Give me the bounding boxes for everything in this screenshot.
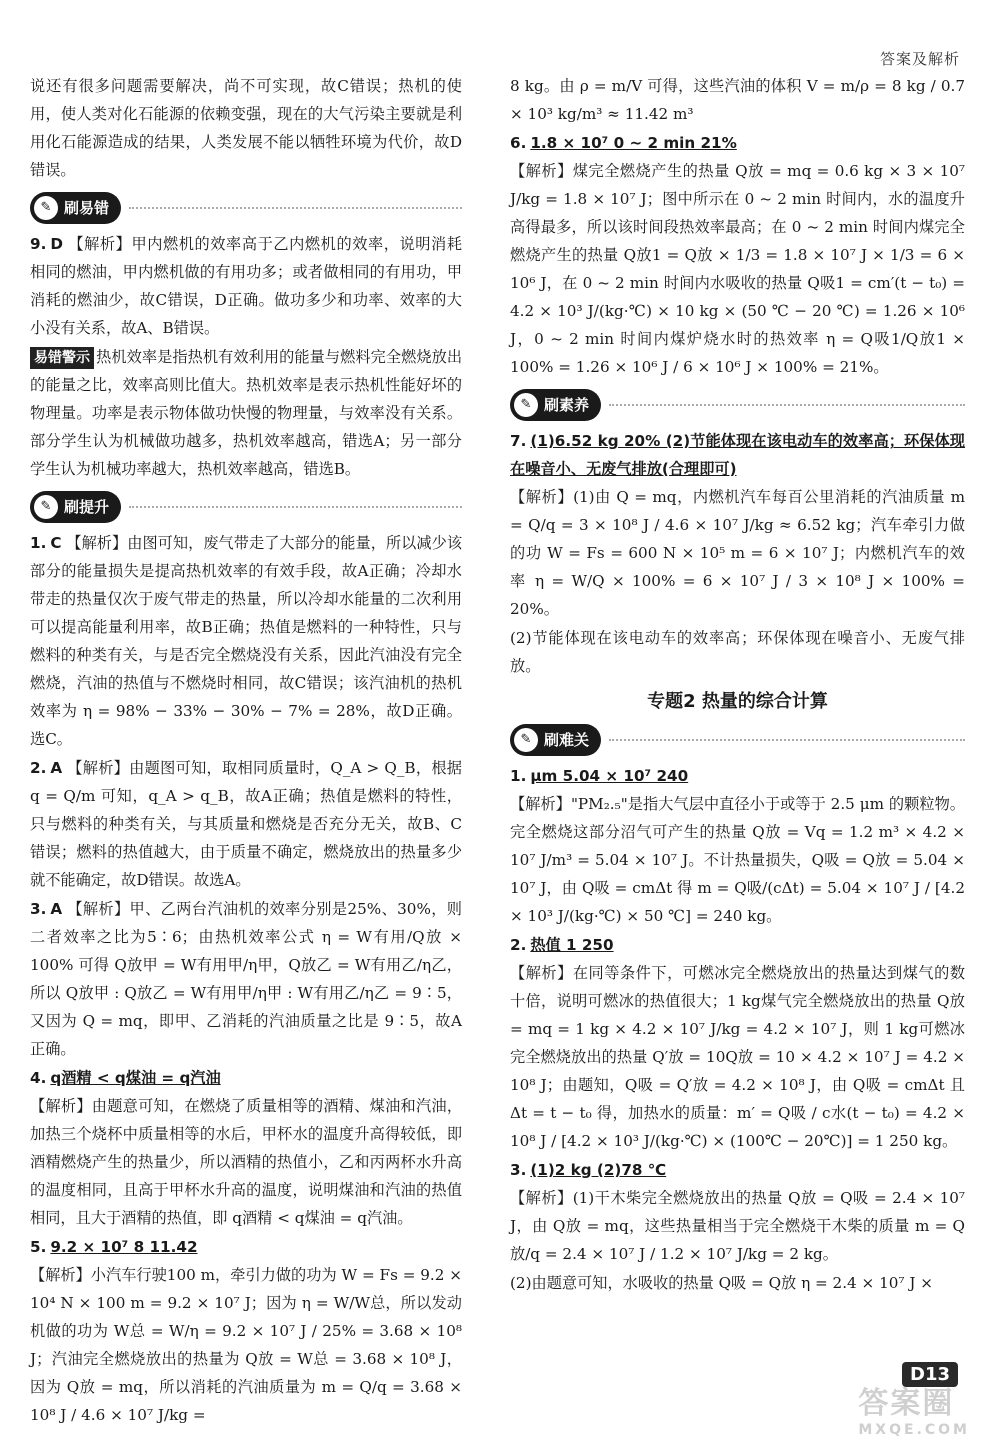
section-label: 刷难关 [544,731,590,749]
warning-paragraph [30,343,462,483]
topic-question-3-part2: (2)由题意可知，水吸收的热量 Q吸 = Q放 η = 2.4 × 10⁷ J × [510,1274,933,1292]
question-number: 1. [510,767,527,785]
section-hard [510,722,965,758]
explanation-text: 【解析】小汽车行驶100 m，牵引力做的功为 W = Fs = 9.2 × 10⁴ N × 100 m = 9.2 × 10⁷ J；因为 η = W/W总，所以发动机做的功为 W总 = W/η = 9.2 × 10⁷ J / 25% = 3.68 × 10⁸ J；汽油完全燃烧放出的热量为 Q放 = W总 = 3.68 × 10⁸ J，因为 Q放 = mq，所以消耗的汽油质量为 m = Q/q = 3.68 × 10⁸ J / 4.6 × 10⁷ J/kg = [30,1266,462,1424]
watermark-url: MXQE.COM [858,1422,970,1438]
section-tag [30,192,121,224]
explanation-text: 【解析】在同等条件下，可燃冰完全燃烧放出的热量达到煤气的数十倍，说明可燃冰的热值很大；1 kg煤气完全燃烧放出的热量 Q放 = mq = 1 kg × 4.2 × 10⁷ J/kg = 4.2 × 10⁷ J，则 1 kg可燃冰完全燃烧放出的热量 Q′放 = 10Q放 = 10 × 4.2 × 10⁷ J = 4.2 × 10⁸ J；由题知，Q吸 = Q′放 = 4.2 × 10⁸ J，由 Q吸 = cmΔt 且 Δt = t − t₀ 得，加热水的质量：m′ = Q吸 / c水(t − t₀) = 4.2 × 10⁸ J / [4.2 × 10³ J/(kg·℃) × (100℃ − 20℃)] = 1 250 kg。 [510,964,965,1150]
section-tag [510,389,601,421]
explanation-text: 【解析】煤完全燃烧产生的热量 Q放 = mq = 0.6 kg × 3 × 10⁷ J/kg = 1.8 × 10⁷ J；图中所示在 0 ~ 2 min 时间内，水的温度升高得最多，所以该时间段热效率最高；在 0 ~ 2 min 时间内煤完全燃烧产生的热量 Q放1 = Q放 × 1/3 = 1.8 × 10⁷ J × 1/3 = 6 × 10⁶ J，在 0 ~ 2 min 时间内水吸收的热量 Q吸1 = cm′(t − t₀) = 4.2 × 10³ J/(kg·℃) × 10 kg × (50 ℃ − 20 ℃) = 1.26 × 10⁶ J，0 ~ 2 min 时间内煤炉烧水时的热效率 η = Q吸1/Q放1 × 100% = 1.26 × 10⁶ J / 6 × 10⁶ J × 100% = 21%。 [510,162,965,376]
explanation-text: 【解析】甲内燃机的效率高于乙内燃机的效率，说明消耗相同的燃油，甲内燃机做的有用功多；或者做相同的有用功，甲消耗的燃油少，故C错误，D正确。做功多少和功率、效率的大小没有关系，故A、B错误。 [30,235,463,337]
brush-icon: ✎ [34,495,58,519]
warning-text: 热机效率是指热机有效利用的能量与燃料完全燃烧放出的能量之比，效率高则比值大。热机效率是表示热机性能好坏的物理量。功率是表示物体做功快慢的物理量，与效率没有关系。部分学生认为机械做功越多，热机效率越高，错选A；另一部分学生认为机械功率越大，热机效率越高，错选B。 [30,348,462,478]
answer-value: 热值 1 250 [530,936,614,954]
question-number: 3. [30,900,47,918]
question-number: 4. [30,1069,47,1087]
question-number: 3. [510,1161,527,1179]
topic-question-2 [510,931,965,1155]
answer-value: 9.2 × 10⁷ 8 11.42 [50,1238,198,1256]
warning-badge: 易错警示 [30,347,94,369]
answer-value: μm 5.04 × 10⁷ 240 [530,767,689,785]
left-column [30,72,462,1430]
answer-value: A [50,759,63,777]
section-tag [510,724,601,756]
topic-question-3 [510,1156,965,1268]
topic-title: 专题2 热量的综合计算 [647,691,828,712]
question-9 [30,230,462,342]
question-7-part2: (2)节能体现在该电动车的效率高；环保体现在噪音小、无废气排放。 [510,629,965,675]
section-up [30,489,462,525]
answer-value: q酒精 < q煤油 = q汽油 [50,1069,221,1087]
watermark [858,1378,970,1438]
question-number: 1. [30,534,47,552]
question-1 [30,529,462,753]
divider [609,739,965,741]
question-number: 6. [510,134,527,152]
answer-value: (1)6.52 kg 20% (2)节能体现在该电动车的效率高；环保体现在噪音小、无废气排放(合理即可) [510,432,965,478]
brush-icon: ✎ [514,393,538,417]
question-2 [30,754,462,894]
answer-value: A [50,900,63,918]
watermark-logo: 答案圈 [858,1386,955,1421]
question-number: 2. [30,759,47,777]
answer-value: D [50,235,63,253]
divider [129,207,462,209]
section-label: 刷素养 [544,396,590,414]
question-number: 9. [30,235,47,253]
divider [609,404,965,406]
brush-icon: ✎ [514,728,538,752]
brush-icon: ✎ [34,196,58,220]
explanation-text: 【解析】甲、乙两台汽油机的效率分别是25%、30%，则二者效率之比为5∶6；由热机效率公式 η = W有用/Q放 × 100% 可得 Q放甲 = W有用甲/η甲，Q放乙 = W有用乙/η乙，所以 Q放甲 : Q放乙 = W有用甲/η甲 : W有用乙/η乙 = 9∶5，又因为 Q = mq，即甲、乙消耗的汽油质量之比是 9∶5，故A正确。 [30,900,462,1058]
explanation-text: 【解析】"PM₂.₅"是指大气层中直径小于或等于 2.5 μm 的颗粒物。完全燃烧这部分沼气可产生的热量 Q放 = Vq = 1.2 m³ × 4.2 × 10⁷ J/m³ = 5.04 × 10⁷ J。不计热量损失，Q吸 = Q放 = 5.04 × 10⁷ J，由 Q吸 = cmΔt 得 m = Q吸/(cΔt) = 5.04 × 10⁷ J / [4.2 × 10³ J/(kg·℃) × 50 ℃] = 240 kg。 [510,795,965,925]
explanation-text: 【解析】(1)干木柴完全燃烧放出的热量 Q放 = Q吸 = 2.4 × 10⁷ J，由 Q放 = mq，这些热量相当于完全燃烧干木柴的质量 m = Q放/q = 2.4 × 10⁷ J / 1.2 × 10⁷ J/kg = 2 kg。 [510,1189,965,1263]
section-tag [30,491,121,523]
continued-paragraph: 8 kg。由 ρ = m/V 可得，这些汽油的体积 V = m/ρ = 8 kg / 0.7 × 10³ kg/m³ ≈ 11.42 m³ [510,77,965,123]
explanation-text: 【解析】(1)由 Q = mq，内燃机汽车每百公里消耗的汽油质量 m = Q/q = 3 × 10⁸ J / 4.6 × 10⁷ J/kg ≈ 6.52 kg；汽车牵引力做的功 W = Fs = 600 N × 10⁵ m = 6 × 10⁷ J；内燃机汽车的效率 η = W/Q × 100% = 6 × 10⁷ J / 3 × 10⁸ J × 100% = 20%。 [510,488,965,618]
explanation-text: 【解析】由图可知，废气带走了大部分的能量，所以减少该部分的能量损失是提高热机效率的有效手段，故A正确；冷却水带走的热量仅次于废气带走的热量，所以冷却水能量的二次利用可以提高能量利用率，故B正确；热值是燃料的一种特性，只与燃料的种类有关，与是否完全燃烧没有关系，因此汽油没有完全燃烧，汽油的热值与不燃烧时相同，故C错误；该汽油机的热机效率为 η = 98% − 33% − 30% − 7% = 28%，故D正确。选C。 [30,534,463,748]
topic-question-1 [510,762,965,930]
page-number: D13 [902,1362,958,1387]
question-number: 7. [510,432,527,450]
page-header: 答案及解析 [879,50,960,68]
right-column [510,72,965,1298]
section-label: 刷易错 [64,199,110,217]
intro-paragraph: 说还有很多问题需要解决，尚不可实现，故C错误；热机的使用，使人类对化石能源的依赖变强，现在的大气污染主要就是利用化石能源造成的结果，人类发展不能以牺牲环境为代价，故D错误。 [30,77,462,179]
section-error [30,190,462,226]
question-3 [30,895,462,1063]
answer-value: 1.8 × 10⁷ 0 ~ 2 min 21% [530,134,737,152]
divider [129,506,462,508]
question-4 [30,1064,462,1232]
explanation-text: 【解析】由题意可知，在燃烧了质量相等的酒精、煤油和汽油，加热三个烧杯中质量相等的水后，甲杯水的温度升高得较低，即酒精燃烧产生的热量少，所以酒精的热值小，乙和丙两杯水升高的温度相同，且高于甲杯水升高的温度，说明煤油和汽油的热值相同，且大于酒精的热值，即 q酒精 < q煤油 = q汽油。 [30,1097,462,1227]
answer-value: C [50,534,62,552]
explanation-text: 【解析】由题图可知，取相同质量时，Q_A > Q_B，根据 q = Q/m 可知，q_A > q_B，故A正确；热值是燃料的特性，只与燃料的种类有关，与其质量和燃烧是否充分无关，故B、C错误；燃料的热值越大，由于质量不确定，燃烧放出的热量多少就不能确定，故D错误。故选A。 [30,759,462,889]
question-number: 2. [510,936,527,954]
section-label: 刷提升 [64,498,110,516]
section-literacy [510,387,965,423]
answer-value: (1)2 kg (2)78 ℃ [530,1161,667,1179]
question-6 [510,129,965,381]
question-number: 5. [30,1238,47,1256]
question-7 [510,427,965,623]
question-5 [30,1233,462,1429]
